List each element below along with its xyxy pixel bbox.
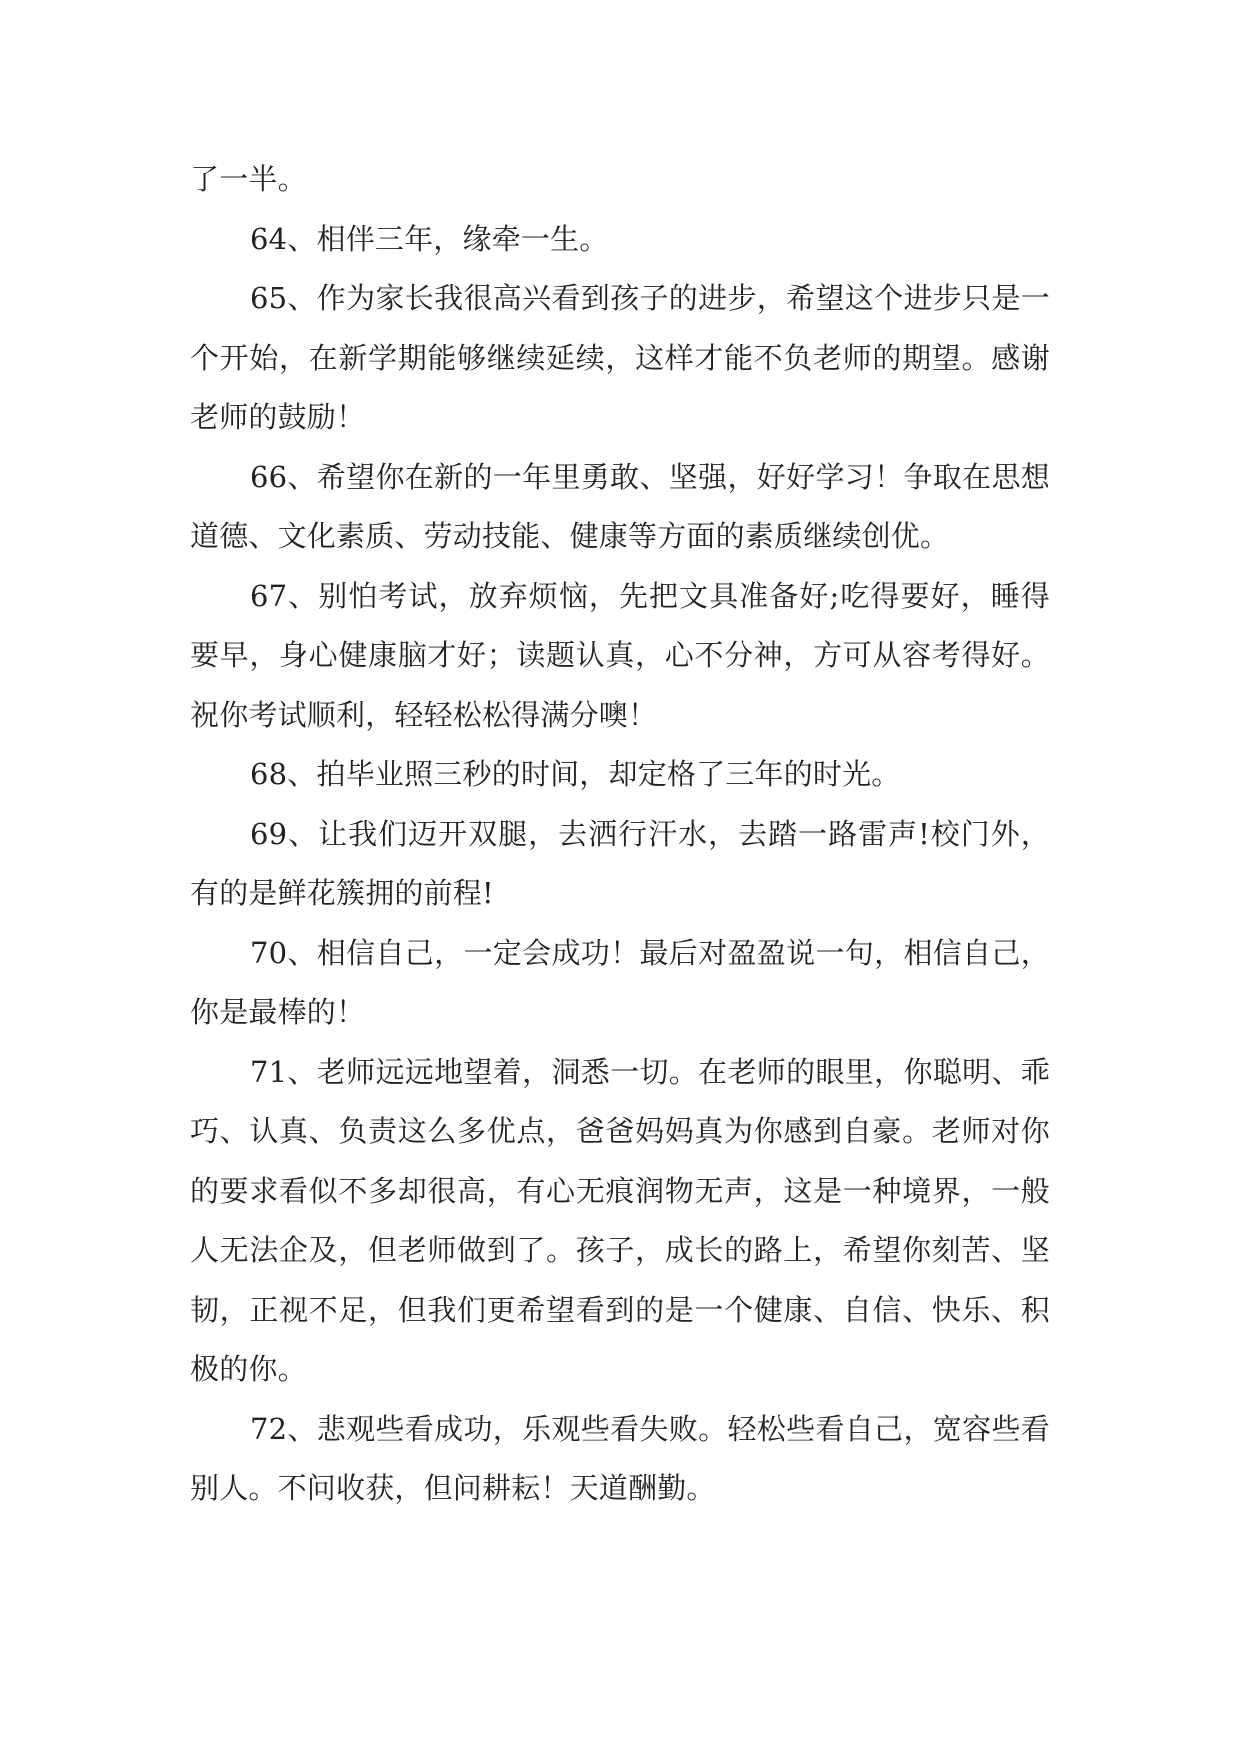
paragraph-69: 69、让我们迈开双腿，去洒行汗水，去踏一路雷声!校门外，有的是鲜花簇拥的前程! [190,816,1050,910]
paragraph-continuation: 了一半。 [190,162,307,196]
paragraph-64: 64、相伴三年，缘牵一生。 [250,221,609,256]
paragraph-71: 71、老师远远地望着，洞悉一切。在老师的眼里，你聪明、乖巧、认真、负责这么多优点，爸爸妈妈真为你感到自豪。老师对你的要求看似不多却很高，有心无痕润物无声，这是一种境界，一般人无法企及，但老师做到了。孩子，成长的路上，希望你刻苦、坚韧，正视不足，但我们更希望看到的是一个健康、自信、快乐、积极的你。 [190,1054,1050,1386]
paragraph-72: 72、悲观些看成功，乐观些看失败。轻松些看自己，宽容些看别人。不问收获，但问耕耘！天道酬勤。 [190,1411,1050,1505]
document-body [190,150,1050,1519]
paragraph-67: 67、别怕考试，放弃烦恼，先把文具准备好;吃得要好，睡得要早，身心健康脑才好；读题认真，心不分神，方可从容考得好。祝你考试顺利，轻轻松松得满分噢！ [190,578,1050,732]
paragraph-66: 66、希望你在新的一年里勇敢、坚强，好好学习！争取在思想道德、文化素质、劳动技能、健康等方面的素质继续创优。 [190,459,1050,553]
paragraph-68: 68、拍毕业照三秒的时间，却定格了三年的时光。 [250,757,901,791]
paragraph-70: 70、相信自己，一定会成功！最后对盈盈说一句，相信自己，你是最棒的！ [190,935,1050,1029]
paragraph-65: 65、作为家长我很高兴看到孩子的进步，希望这个进步只是一个开始，在新学期能够继续延续，这样才能不负老师的期望。感谢老师的鼓励！ [190,281,1050,434]
